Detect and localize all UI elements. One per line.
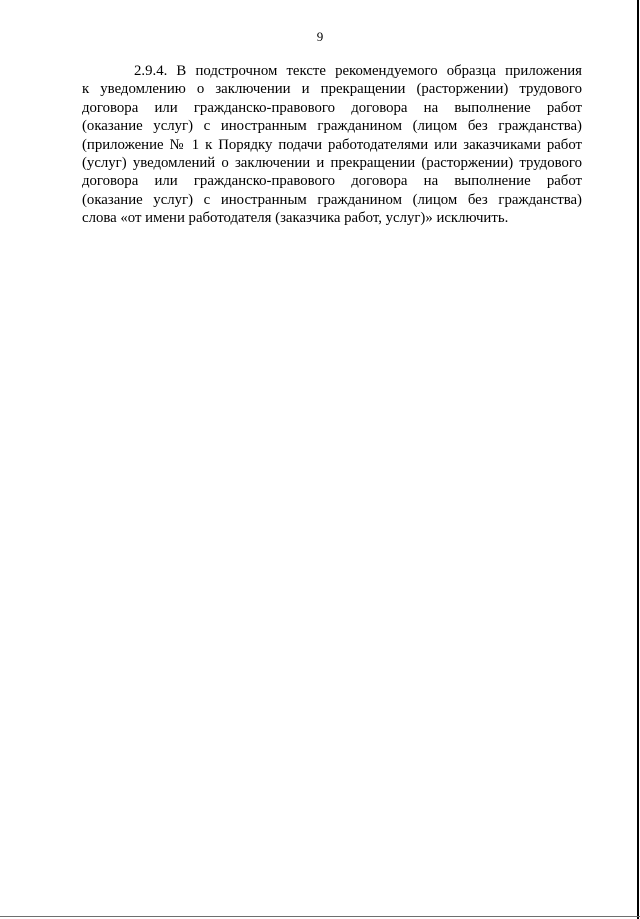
paragraph-2-9-4 xyxy=(82,62,582,228)
scan-edge-right xyxy=(637,0,639,919)
paragraph-line: договора или гражданско-правового договора на выполнение работ xyxy=(82,99,582,116)
paragraph-line: (услуг) уведомлений о заключении и прекращении (расторжении) трудового xyxy=(82,154,582,171)
scan-edge-bottom xyxy=(0,916,640,917)
paragraph-line: (оказание услуг) с иностранным гражданином (лицом без гражданства) xyxy=(82,191,582,208)
paragraph-line: договора или гражданско-правового договора на выполнение работ xyxy=(82,173,582,190)
paragraph-line: к уведомлению о заключении и прекращении (расторжении) трудового xyxy=(82,81,582,98)
paragraph-line: (приложение № 1 к Порядку подачи работодателями или заказчиками работ xyxy=(82,136,582,153)
paragraph-line: 2.9.4. В подстрочном тексте рекомендуемого образца приложения xyxy=(134,63,582,79)
paragraph-line: слова «от имени работодателя (заказчика работ, услуг)» исключить. xyxy=(82,210,509,227)
page-number: 9 xyxy=(316,29,324,44)
paragraph-line: (оказание услуг) с иностранным гражданином (лицом без гражданства) xyxy=(82,118,582,135)
